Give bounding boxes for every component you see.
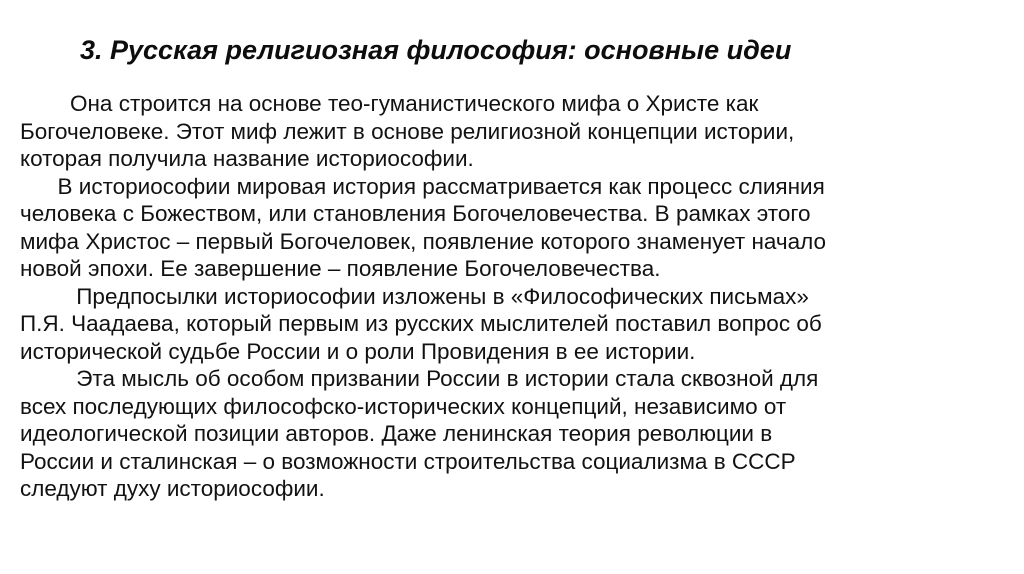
text-line: России и сталинская – о возможности строительства социализма в СССР [20, 448, 796, 474]
text-line: которая получила название историософии. [20, 146, 474, 171]
text-line: всех последующих философско-исторических концепций, независимо от [20, 393, 787, 419]
text-line: исторической судьбе России и о роли Провидения в ее истории. [20, 338, 696, 364]
text-line: П.Я. Чаадаева, который первым из русских мыслителей поставил вопрос об [20, 311, 822, 336]
text-line: мифа Христос – первый Богочеловек, появление которого знаменует начало [20, 228, 827, 254]
text-line: Предпосылки историософии изложены в «Философических письмах» [20, 283, 809, 309]
text-line: человека с Божеством, или становления Богочеловечества. В рамках этого [20, 201, 811, 226]
slide-title: 3. Русская религиозная философия: основные идеи [80, 35, 792, 65]
text-line: идеологической позиции авторов. Даже ленинская теория революции в [20, 421, 773, 446]
text-line: Она строится на основе тео-гуманистического мифа о Христе как [20, 91, 759, 116]
slide-body [20, 90, 1010, 503]
text-line: Богочеловеке. Этот миф лежит в основе религиозной концепции истории, [20, 118, 795, 144]
text-line: следуют духу историософии. [20, 476, 325, 501]
text-line: В историософии мировая история рассматривается как процесс слияния [20, 173, 825, 199]
text-line: Эта мысль об особом призвании России в истории стала сквозной для [20, 366, 819, 391]
text-line: новой эпохи. Ее завершение – появление Богочеловечества. [20, 256, 661, 281]
